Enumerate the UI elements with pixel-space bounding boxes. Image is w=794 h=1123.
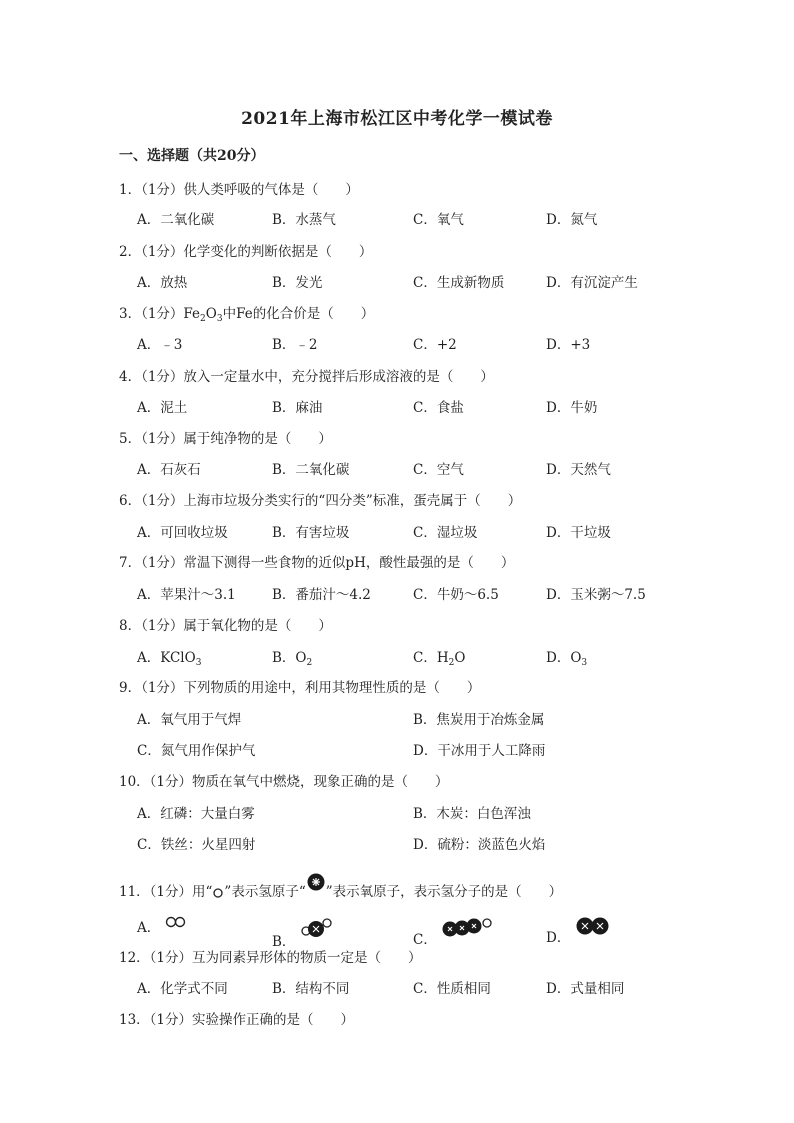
question-12-stem: 12．（1分）互为同素异形体的物质一定是（ ）: [119, 950, 422, 966]
oxygen-molecule-icon: [575, 916, 611, 936]
q7-option-c[interactable]: C．牛奶～6.5: [413, 587, 499, 603]
q5-option-b[interactable]: B．二氧化碳: [272, 462, 350, 478]
q12-option-a[interactable]: A．化学式不同: [137, 981, 228, 997]
oxygen-atom-icon: [306, 872, 326, 892]
q4-option-d[interactable]: D．牛奶: [546, 400, 598, 416]
q5-option-a[interactable]: A．石灰石: [137, 462, 201, 478]
q8-option-a[interactable]: A．KClO$_3$: [137, 650, 202, 668]
question-2-stem: 2．（1分）化学变化的判断依据是（ ）: [119, 244, 373, 260]
q7-option-b[interactable]: B．番茄汁～4.2: [272, 587, 371, 603]
hydrogen-peroxide-molecule-icon: [441, 916, 493, 938]
hydrogen-atom-icon: [212, 887, 224, 899]
hydrogen-molecule-icon: [165, 916, 187, 928]
q4-option-a[interactable]: A．泥土: [137, 400, 188, 416]
q4-option-c[interactable]: C．食盐: [413, 400, 464, 416]
question-4-stem: 4．（1分）放入一定量水中，充分搅拌后形成溶液的是（ ）: [119, 369, 494, 385]
q8-option-b[interactable]: B．$O_2$: [272, 650, 313, 668]
q9-option-a[interactable]: A．氧气用于气焊: [137, 712, 242, 728]
q6-option-a[interactable]: A．可回收垃圾: [137, 525, 228, 541]
question-10-stem: 10．（1分）物质在氧气中燃烧，现象正确的是（ ）: [119, 774, 449, 790]
water-molecule-icon: [300, 916, 334, 938]
q6-option-d[interactable]: D．干垃圾: [546, 525, 611, 541]
question-11-stem: 11．（1分）用“ ”表示氢原子“ ”表示氧原子，表示氢分子的是（ ）: [119, 872, 562, 900]
q11-option-d[interactable]: D．: [546, 916, 611, 946]
q4-option-b[interactable]: B．麻油: [272, 400, 323, 416]
q11-option-a[interactable]: A．: [137, 916, 187, 936]
q12-option-d[interactable]: D．式量相同: [546, 981, 625, 997]
q5-option-c[interactable]: C．空气: [413, 462, 464, 478]
q12-option-c[interactable]: C．性质相同: [413, 981, 491, 997]
question-3-stem: 3．（1分）$Fe_2O_3$中Fe的化合价是（ ）: [119, 306, 375, 324]
q2-option-b[interactable]: B．发光: [272, 275, 323, 291]
page-title: 2021年上海市松江区中考化学一模试卷: [241, 109, 553, 129]
section-heading: 一、选择题（共20分）: [119, 148, 265, 164]
q12-option-b[interactable]: B．结构不同: [272, 981, 350, 997]
q5-option-d[interactable]: D．天然气: [546, 462, 611, 478]
question-13-stem: 13．（1分）实验操作正确的是（ ）: [119, 1012, 355, 1028]
q7-option-d[interactable]: D．玉米粥～7.5: [546, 587, 646, 603]
q1-option-b[interactable]: B．水蒸气: [272, 212, 336, 228]
q3-option-c[interactable]: C．+2: [413, 337, 457, 353]
q1-option-a[interactable]: A．二氧化碳: [137, 212, 215, 228]
q7-option-a[interactable]: A．苹果汁～3.1: [137, 587, 236, 603]
q11-option-c[interactable]: C．: [413, 916, 493, 948]
question-5-stem: 5．（1分）属于纯净物的是（ ）: [119, 431, 332, 447]
q8-option-c[interactable]: C．$H_2O$: [413, 650, 466, 668]
q8-option-d[interactable]: D．$O_3$: [546, 650, 588, 668]
q2-option-d[interactable]: D．有沉淀产生: [546, 275, 638, 291]
question-8-stem: 8．（1分）属于氧化物的是（ ）: [119, 618, 332, 634]
q3-option-a[interactable]: A．﹣3: [137, 337, 183, 353]
q3-option-b[interactable]: B．﹣2: [272, 337, 318, 353]
q9-option-b[interactable]: B．焦炭用于冶炼金属: [413, 712, 545, 728]
q1-option-d[interactable]: D．氮气: [546, 212, 598, 228]
question-1-stem: 1．（1分）供人类呼吸的气体是（ ）: [119, 182, 359, 198]
q3-option-d[interactable]: D．+3: [546, 337, 591, 353]
q2-option-a[interactable]: A．放热: [137, 275, 188, 291]
q11-option-b[interactable]: B．: [272, 916, 334, 950]
q9-option-c[interactable]: C．氮气用作保护气: [137, 743, 256, 759]
q10-option-d[interactable]: D．硫粉：淡蓝色火焰: [413, 837, 546, 853]
q9-option-d[interactable]: D．干冰用于人工降雨: [413, 743, 546, 759]
q10-option-a[interactable]: A．红磷：大量白雾: [137, 806, 255, 822]
q10-option-b[interactable]: B．木炭：白色浑浊: [413, 806, 531, 822]
q1-option-c[interactable]: C．氧气: [413, 212, 464, 228]
q2-option-c[interactable]: C．生成新物质: [413, 275, 505, 291]
question-9-stem: 9．（1分）下列物质的用途中，利用其物理性质的是（ ）: [119, 680, 481, 696]
q6-option-b[interactable]: B．有害垃圾: [272, 525, 350, 541]
q6-option-c[interactable]: C．湿垃圾: [413, 525, 478, 541]
question-6-stem: 6．（1分）上海市垃圾分类实行的“四分类”标准，蛋壳属于（ ）: [119, 493, 522, 509]
q10-option-c[interactable]: C．铁丝：火星四射: [137, 837, 256, 853]
question-7-stem: 7．（1分）常温下测得一些食物的近似pH，酸性最强的是（ ）: [119, 555, 515, 571]
